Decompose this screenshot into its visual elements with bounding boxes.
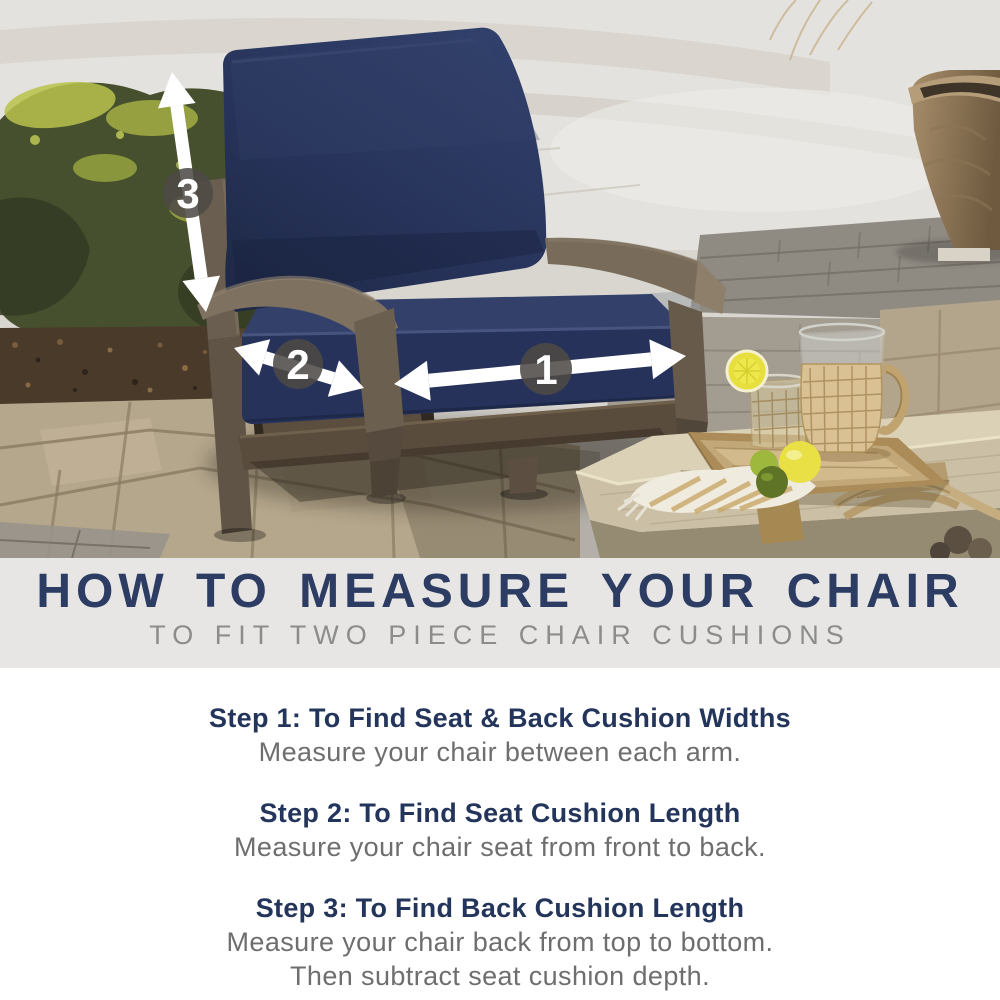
step-2-heading: Step 2: To Find Seat Cushion Length (259, 798, 741, 828)
page-subtitle: TO FIT TWO PIECE CHAIR CUSHIONS (149, 620, 851, 650)
step-1-badge (520, 343, 572, 395)
back-cushion (223, 28, 546, 312)
step-1 (0, 702, 1000, 768)
step-2-badge-number: 2 (286, 341, 310, 388)
measuring-steps (0, 668, 1000, 1000)
step-1-badge-number: 1 (534, 346, 558, 393)
step-3-badge-number: 3 (176, 170, 200, 217)
step-3-body-line-2: Then subtract seat cushion depth. (290, 961, 710, 991)
step-2-badge (273, 339, 323, 389)
step-3-badge (163, 168, 213, 218)
page-title: HOW TO MEASURE YOUR CHAIR (36, 565, 964, 618)
step-1-heading: Step 1: To Find Seat & Back Cushion Widths (209, 703, 791, 733)
step-3-body-line-1: Measure your chair back from top to bottom. (226, 927, 774, 957)
step-2-body: Measure your chair seat from front to back. (234, 832, 766, 862)
title-band (0, 558, 1000, 668)
step-1-body: Measure your chair between each arm. (258, 737, 742, 767)
step-3-heading: Step 3: To Find Back Cushion Length (255, 893, 745, 923)
step-2 (0, 797, 1000, 863)
step-3 (0, 892, 1000, 992)
